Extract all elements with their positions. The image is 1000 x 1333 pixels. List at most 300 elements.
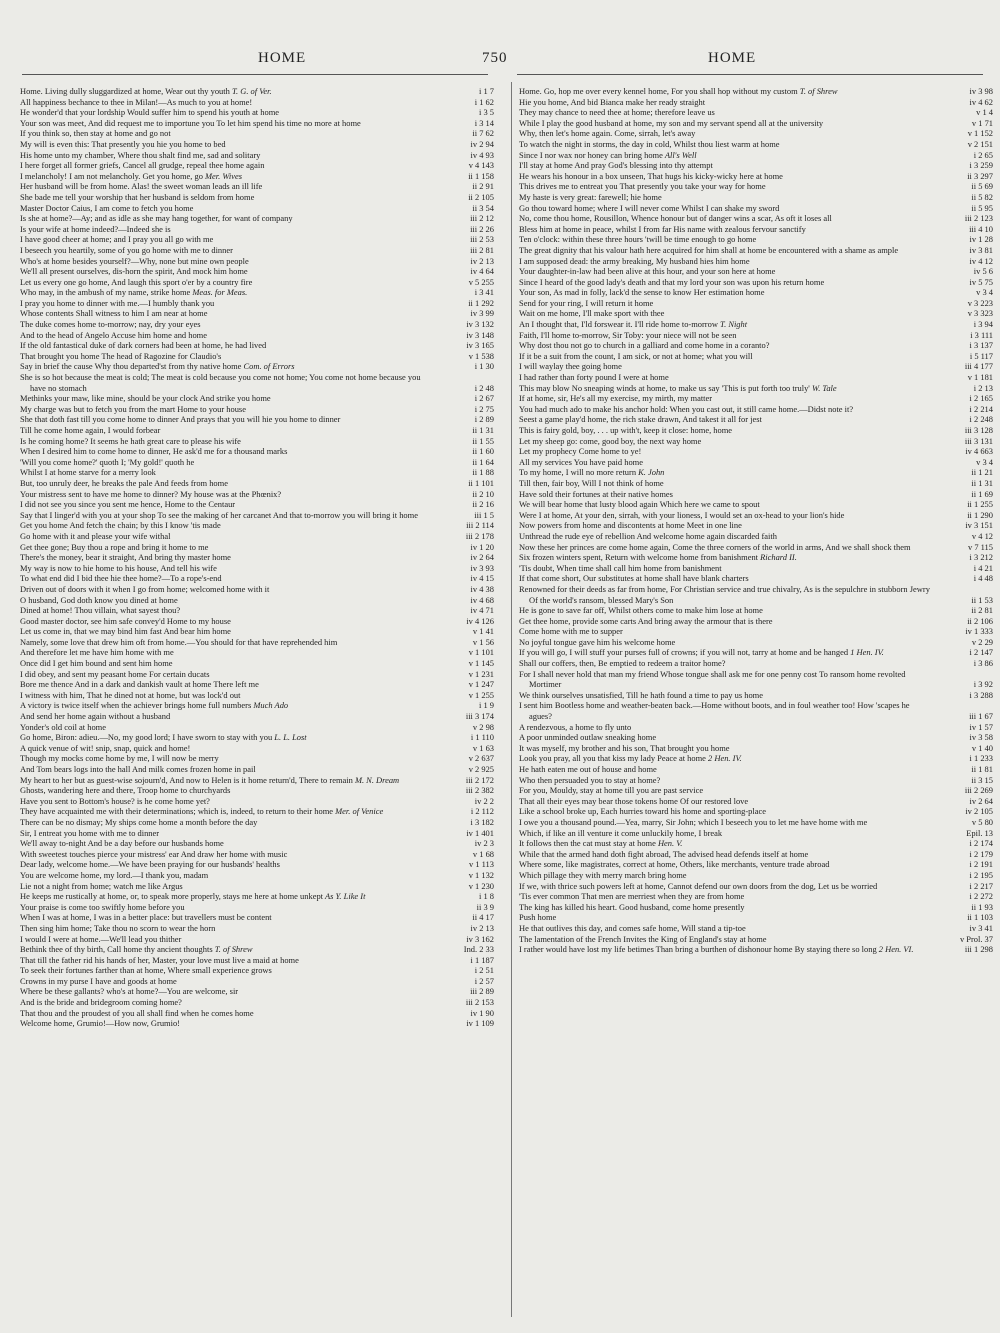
concordance-entry: [20, 827, 494, 839]
entry-reference: iii 4 10: [969, 223, 993, 234]
entry-play-title: W. Tale: [809, 382, 837, 393]
header-rule-right: [517, 74, 983, 75]
entry-quotation: Let us come in, that we may bind him fast And bear him home: [20, 626, 231, 637]
entry-reference: i 3 111: [970, 329, 993, 340]
concordance-entry: [20, 668, 494, 680]
entry-reference: i 1 110: [470, 732, 494, 743]
concordance-entry: [519, 721, 993, 733]
concordance-entry: [20, 742, 494, 754]
entry-reference: iv 3 165: [466, 340, 494, 351]
entry-quotation: A victory is twice itself when the achiever brings home full numbers: [20, 700, 252, 711]
entry-quotation: Bore me thence And in a dark and dankish vault at home There left me: [20, 679, 259, 690]
entry-quotation: Who then persuaded you to stay at home?: [519, 774, 661, 785]
concordance-entry: [519, 530, 993, 542]
concordance-entry: [20, 403, 494, 415]
entry-reference: Epil. 13: [966, 827, 993, 838]
entry-quotation: Go thou toward home; where I will never come Whilst I can shake my sword: [519, 202, 780, 213]
entry-reference: ii 1 81: [971, 764, 993, 774]
entry-reference: iv 3 148: [466, 329, 494, 340]
concordance-entry: [20, 244, 494, 256]
entry-reference: ii 1 255: [967, 499, 993, 510]
entry-play-title: Meas. for Meas.: [190, 287, 248, 298]
entry-quotation: I owe you a thousand pound.—Yea, marry, Sir John; which I beseech you to let me have home with me: [519, 816, 868, 827]
entry-reference: ii 1 60: [472, 446, 494, 457]
entry-reference: iv 4 64: [470, 266, 494, 277]
entry-quotation: Let my sheep go: come, good boy, the next way home: [519, 435, 702, 446]
entry-quotation: He wears his honour in a box unseen, That hugs his kicky-wicky here at home: [519, 170, 783, 181]
entry-play-title: Richard II.: [758, 552, 797, 563]
entry-quotation: Get thee gone; Buy thou a rope and bring it home to me: [20, 541, 209, 552]
entry-reference: i 2 165: [969, 393, 993, 404]
entry-reference: v 2 925: [468, 764, 494, 774]
entry-quotation: With sweetest touches pierce your mistress' ear And draw her home with music: [20, 848, 288, 859]
concordance-entry: [519, 403, 993, 415]
entry-reference: iii 2 172: [465, 774, 494, 785]
entry-reference: i 4 21: [973, 562, 993, 573]
entry-reference: v 2 637: [468, 753, 494, 764]
concordance-entry: [20, 986, 494, 997]
entry-quotation: I sent him Bootless home and weather-beaten back.—Home without boots, and in foul weather too! How 'scapes he agues?: [519, 700, 910, 722]
entry-quotation: Yonder's old coil at home: [20, 721, 106, 732]
concordance-entry: [519, 869, 993, 881]
entry-reference: i 3 94: [973, 319, 993, 330]
concordance-entry: [20, 128, 494, 139]
entry-reference: ii 1 64: [472, 456, 494, 467]
entry-quotation: If at home, sir, He's all my exercise, my mirth, my matter: [519, 393, 713, 404]
concordance-entry: [519, 393, 993, 404]
entry-quotation: Home. Go, hop me over every kennel home, For you shall hop without my custom: [519, 86, 798, 96]
entry-reference: iv 4 38: [470, 583, 494, 594]
concordance-entry: [519, 605, 993, 616]
entry-quotation: Sir, I entreat you home with me to dinner: [20, 827, 160, 838]
entry-quotation: It follows then the cat must stay at home: [519, 838, 656, 849]
entry-reference: i 1 233: [969, 753, 993, 764]
concordance-entry: [20, 1007, 494, 1019]
entry-reference: iii 4 177: [964, 361, 993, 372]
running-head-left: HOME: [258, 50, 307, 66]
entry-reference: i 3 5: [478, 107, 494, 118]
entry-quotation: I would I were at home.—We'll lead you thither: [20, 933, 182, 944]
entry-reference: ii 2 106: [967, 615, 993, 626]
entry-quotation: Push home: [519, 912, 557, 923]
concordance-entry: [519, 128, 993, 139]
concordance-entry: [20, 191, 494, 203]
entry-quotation: They may chance to need thee at home; therefore leave us: [519, 107, 715, 118]
entry-quotation: We will bear home that lusty blood again Which here we came to spout: [519, 499, 760, 510]
concordance-entry: [519, 86, 993, 97]
entry-play-title: L. L. Lost: [272, 732, 307, 743]
entry-quotation: Your praise is come too swiftly home before you: [20, 901, 185, 912]
entry-quotation: And is the bride and bridegroom coming home?: [20, 997, 182, 1008]
entry-quotation: You had much ado to make his anchor hold: When you cast out, it still came home.—Didst note it?: [519, 403, 854, 414]
entry-quotation: This may blow No sneaping winds at home, to make us say 'This is put forth too truly': [519, 382, 810, 393]
entry-quotation: Namely, some love that drew him oft from home.—You should for that have reprehended him: [20, 636, 338, 647]
entry-reference: ii 2 10: [472, 488, 494, 499]
entry-reference: i 1 62: [474, 96, 494, 107]
concordance-entry: [20, 954, 494, 966]
entry-play-title: Mer. Wives: [202, 170, 243, 181]
concordance-entry: [519, 160, 993, 171]
concordance-entry: [519, 859, 993, 870]
entry-reference: i 2 13: [973, 382, 993, 393]
entry-reference: i 2 174: [969, 838, 993, 849]
entry-quotation: Let us every one go home, And laugh this sport o'er by a country fire: [20, 276, 253, 287]
concordance-entry: [20, 467, 494, 478]
entry-reference: iv 1 57: [969, 721, 993, 732]
entry-reference: i 1 9: [478, 700, 494, 711]
entry-quotation: Ten o'clock: within these three hours 'twill be time enough to go home: [519, 234, 757, 245]
entry-quotation: He that outlives this day, and comes safe home, Will stand a tip-toe: [519, 922, 746, 933]
entry-quotation: We'll all present ourselves, dis-horn the spirit, And mock him home: [20, 266, 248, 277]
entry-reference: iv 3 151: [965, 520, 993, 531]
concordance-entry: [519, 944, 993, 955]
concordance-entry: [519, 647, 993, 658]
entry-reference: i 2 51: [474, 965, 494, 976]
entry-reference: iii 2 89: [470, 986, 494, 997]
entry-quotation: He wonder'd that your lordship Would suffer him to spend his youth at home: [20, 107, 280, 118]
concordance-entry: [519, 541, 993, 553]
entry-reference: v 1 101: [468, 647, 494, 658]
concordance-entry: [20, 266, 494, 277]
entry-quotation: You are welcome home, my lord.—I thank you, madam: [20, 869, 209, 880]
entry-reference: iv 4 12: [969, 255, 993, 266]
entry-quotation: Welcome home, Grumio!—How now, Grumio!: [20, 1018, 180, 1029]
entry-reference: v 3 4: [976, 456, 993, 467]
entry-quotation: Renowned for their deeds as far from home, For Christian service and true chivalry, As is the sepulchre in stubborn Jewry Of the world's ransom, blessed Mary's Son: [519, 583, 930, 605]
entry-reference: iii 1 67: [969, 711, 993, 722]
entry-quotation: For I shall never hold that man my friend Whose tongue shall ask me for one penny cost To ransom home revolted Mortimer: [519, 668, 906, 690]
entry-quotation: My heart to her but as guest-wise sojourn'd, And now to Helen is it home return'd, There to remain: [20, 774, 353, 785]
concordance-entry: [519, 234, 993, 245]
entry-reference: v 1 181: [967, 372, 993, 383]
concordance-entry: [519, 414, 993, 425]
entry-reference: iv 3 98: [969, 86, 993, 96]
concordance-entry: [20, 276, 494, 288]
concordance-entry: [20, 138, 494, 150]
entry-reference: iii 2 178: [465, 530, 494, 541]
entry-quotation: Where some, like magistrates, correct at home, Others, like merchants, venture trade abroad: [519, 859, 830, 870]
entry-reference: iii 3 131: [964, 435, 993, 446]
entry-reference: i 3 14: [474, 117, 494, 128]
entry-quotation: A poor unminded outlaw sneaking home: [519, 732, 657, 743]
entry-play-title: K. John: [636, 467, 665, 478]
entry-reference: iii 2 153: [465, 997, 494, 1008]
concordance-entry: [20, 223, 494, 235]
entry-reference: i 1 7: [478, 86, 494, 96]
entry-play-title: M. N. Dream: [352, 774, 400, 785]
entry-reference: iv 1 90: [470, 1007, 494, 1018]
entry-reference: v 2 151: [967, 138, 993, 149]
entry-quotation: Is he coming home? It seems he hath great care to please his wife: [20, 435, 241, 446]
entry-reference: i 2 89: [474, 414, 494, 425]
entry-play-title: Hen. V.: [655, 838, 683, 849]
concordance-entry: [20, 499, 494, 510]
entry-reference: v 1 231: [468, 668, 494, 679]
entry-reference: ii 1 55: [472, 435, 494, 446]
entry-reference: i 2 195: [969, 869, 993, 880]
entry-quotation: Seest a game play'd home, the rich stake drawn, And takest it all for jest: [519, 414, 762, 425]
concordance-entry: [519, 880, 993, 892]
entry-quotation: Good master doctor, see him safe convey'd Home to my house: [20, 615, 231, 626]
concordance-entry: [519, 107, 993, 118]
concordance-entry: [519, 255, 993, 267]
concordance-entry: [20, 456, 494, 468]
entry-reference: i 1 187: [470, 954, 494, 965]
entry-reference: i 3 259: [969, 160, 993, 171]
entry-quotation: I rather would have lost my life betimes Than bring a burthen of dishonour home By staying there so long: [519, 944, 877, 955]
concordance-entry: [519, 499, 993, 510]
entry-play-title: All's Well: [662, 149, 697, 160]
entry-quotation: This is fairy gold, boy, . . . up with't, keep it close: home, home: [519, 425, 733, 435]
entry-reference: iv 3 41: [969, 922, 993, 933]
entry-reference: v 1 152: [967, 128, 993, 139]
entry-quotation: Which, if like an ill venture it come unluckily home, I break: [519, 827, 723, 838]
entry-reference: i 2 57: [474, 975, 494, 986]
entry-reference: i 2 272: [969, 891, 993, 902]
concordance-entry: [519, 96, 993, 108]
entry-quotation: Her husband will be from home. Alas! the sweet woman leads an ill life: [20, 181, 263, 192]
entry-quotation: An I thought that, I'ld forswear it. I'll ride home to-morrow: [519, 319, 718, 330]
entry-quotation: Since I nor wax nor honey can bring home: [519, 149, 663, 160]
entry-quotation: My haste is very great: farewell; hie home: [519, 191, 662, 202]
entry-reference: iii 2 53: [470, 234, 494, 245]
entry-quotation: To what end did I bid thee hie thee home?—To a rope's-end: [20, 573, 222, 584]
concordance-entry: [20, 658, 494, 669]
entry-reference: i 2 214: [969, 403, 993, 414]
entry-quotation: Faith, I'll home to-morrow, Sir Toby: your niece will not be seen: [519, 329, 737, 340]
concordance-entry: [20, 488, 494, 500]
concordance-entry: [20, 520, 494, 531]
entry-reference: v 1 132: [468, 869, 494, 880]
entry-play-title: T. Night: [717, 319, 748, 330]
entry-reference: iv 4 68: [470, 594, 494, 605]
concordance-entry: [519, 117, 993, 129]
entry-reference: i 2 179: [969, 848, 993, 859]
concordance-entry: [20, 107, 494, 118]
concordance-entry: [519, 912, 993, 923]
entry-play-title: T. of Shrew: [797, 86, 838, 96]
entry-reference: iv 2 2: [474, 795, 494, 806]
entry-quotation: And therefore let me have him home with me: [20, 647, 174, 658]
entry-quotation: Who's at home besides yourself?—Why, none but mine own people: [20, 255, 249, 266]
entry-quotation: I here forget all former griefs, Cancel all grudge, repeal thee home again: [20, 160, 265, 171]
entry-quotation: His home unto my chamber, Where thou shalt find me, sad and solitary: [20, 149, 261, 160]
concordance-entry: [20, 605, 494, 616]
entry-quotation: Is she at home?—Ay; and as idle as she may hang together, for want of company: [20, 213, 293, 224]
entry-quotation: If you think so, then stay at home and go not: [20, 128, 171, 139]
concordance-entry: [519, 626, 993, 637]
entry-reference: ii 1 21: [971, 467, 993, 478]
concordance-entry: [20, 838, 494, 849]
entry-reference: v 2 98: [472, 721, 494, 732]
entry-reference: iv 1 401: [466, 827, 494, 838]
entry-reference: ii 1 93: [971, 901, 993, 912]
entry-quotation: No joyful tongue gave him his welcome home: [519, 636, 676, 647]
entry-quotation: While I play the good husband at home, my son and my servant spend all at the university: [519, 117, 824, 128]
concordance-entry: [20, 541, 494, 553]
concordance-entry: [20, 509, 494, 521]
concordance-entry: [20, 721, 494, 733]
entry-reference: iv 5 6: [973, 266, 993, 277]
concordance-entry: [519, 848, 993, 860]
concordance-entry: [20, 636, 494, 648]
entry-reference: iv 4 663: [965, 446, 993, 457]
concordance-entry: [20, 785, 494, 796]
entry-quotation: When I desired him to come home to dinner, He ask'd me for a thousand marks: [20, 446, 288, 457]
entry-reference: iv 3 162: [466, 933, 494, 944]
concordance-entry: [519, 562, 993, 574]
concordance-entry: [20, 901, 494, 913]
entry-quotation: Let my prophecy Come home to ye!: [519, 446, 642, 457]
entry-reference: ii 3 297: [967, 170, 993, 181]
concordance-entry: [519, 795, 993, 807]
entry-quotation: Were I at home, At your den, sirrah, with your lioness, I would set an ox-head to your lion's hide: [519, 509, 845, 520]
entry-reference: iv 5 75: [969, 276, 993, 287]
entry-reference: v 4 12: [971, 530, 993, 541]
entry-quotation: All my services You have paid home: [519, 456, 643, 467]
concordance-entry: [20, 689, 494, 701]
concordance-entry: [20, 552, 494, 563]
concordance-entry: [20, 255, 494, 267]
entry-quotation: I will waylay thee going home: [519, 361, 622, 372]
entry-quotation: That till the father rid his hands of her, Master, your love must live a maid at home: [20, 954, 299, 965]
concordance-entry: [20, 859, 494, 870]
entry-reference: i 2 147: [969, 647, 993, 658]
concordance-entry: [20, 329, 494, 341]
entry-quotation: 'Will you come home?' quoth I; 'My gold!' quoth he: [20, 456, 195, 467]
concordance-entry: [20, 425, 494, 436]
concordance-entry: [20, 583, 494, 595]
entry-quotation: If that come short, Our substitutes at home shall have blank charters: [519, 573, 749, 584]
entry-quotation: When I was at home, I was in a better place: but travellers must be content: [20, 912, 272, 923]
concordance-entry: [519, 615, 993, 627]
entry-quotation: Say that I linger'd with you at your shop To see the making of her carcanet And that to-morrow you will bring it home: [20, 509, 418, 520]
concordance-entry: [20, 361, 494, 372]
entry-reference: iv 3 99: [470, 308, 494, 319]
concordance-entry: [519, 816, 993, 828]
entry-quotation: She that doth fast till you come home to dinner And prays that you will hie you home to dinner: [20, 414, 341, 425]
concordance-entry: [519, 276, 993, 288]
entry-reference: iv 4 62: [969, 96, 993, 107]
entry-quotation: Where be these gallants? who's at home?—You are welcome, sir: [20, 986, 239, 997]
entry-reference: iii 2 382: [465, 785, 494, 796]
concordance-entry: [20, 530, 494, 542]
concordance-entry: [519, 891, 993, 902]
entry-reference: ii 3 9: [476, 901, 494, 912]
entry-reference: i 3 212: [969, 552, 993, 563]
entry-quotation: A rendezvous, a home to fly unto: [519, 721, 632, 732]
entry-quotation: She bade me tell your worship that her husband is seldom from home: [20, 191, 255, 202]
concordance-entry: [519, 838, 993, 849]
entry-reference: ii 2 16: [472, 499, 494, 510]
entry-quotation: All happiness bechance to thee in Milan!—As much to you at home!: [20, 96, 253, 107]
concordance-entry: [519, 700, 993, 722]
entry-quotation: I am supposed dead: the army breaking, My husband hies him home: [519, 255, 750, 266]
concordance-entry: [20, 774, 494, 786]
entry-reference: i 2 48: [474, 382, 494, 393]
concordance-entry: [20, 965, 494, 976]
concordance-entry: [519, 181, 993, 192]
concordance-entry: [519, 742, 993, 754]
entry-reference: v 1 41: [472, 626, 494, 637]
entry-reference: v 5 80: [971, 816, 993, 827]
entry-quotation: Since I heard of the good lady's death and that my lord your son was upon his return home: [519, 276, 825, 287]
entry-reference: ii 4 17: [472, 912, 494, 923]
entry-reference: v 1 113: [469, 859, 494, 870]
concordance-entry: [519, 138, 993, 150]
entry-quotation: That brought you home The head of Ragozine for Claudio's: [20, 350, 222, 361]
entry-reference: v 1 56: [472, 636, 494, 647]
concordance-entry: [20, 711, 494, 722]
entry-quotation: I had rather than forty pound I were at home: [519, 372, 669, 383]
entry-reference: iv 1 109: [466, 1018, 494, 1029]
left-column: [20, 86, 494, 1029]
concordance-entry: [519, 308, 993, 319]
entry-reference: iv 2 105: [965, 806, 993, 817]
concordance-entry: [20, 170, 494, 182]
concordance-entry: [20, 880, 494, 892]
concordance-entry: [20, 160, 494, 171]
concordance-entry: [20, 308, 494, 319]
concordance-entry: [519, 170, 993, 182]
right-column: [519, 86, 993, 955]
entry-reference: ii 1 290: [967, 509, 993, 520]
entry-quotation: Say in brief the cause Why thou departed'st from thy native home: [20, 361, 242, 372]
entry-quotation: Have sold their fortunes at their native homes: [519, 488, 673, 499]
concordance-entry: [20, 848, 494, 860]
entry-reference: i 2 65: [973, 149, 993, 160]
entry-quotation: Lie not a night from home; watch me like Argus: [20, 880, 183, 891]
entry-reference: ii 2 105: [468, 191, 494, 202]
entry-reference: ii 3 15: [971, 774, 993, 785]
concordance-entry: [519, 732, 993, 743]
entry-quotation: The lamentation of the French Invites the King of England's stay at home: [519, 933, 767, 944]
entry-quotation: Driven out of doors with it when I go from home; welcomed home with it: [20, 583, 270, 594]
entry-reference: v 1 40: [971, 742, 993, 753]
entry-quotation: There's the money, bear it straight, And bring thy master home: [20, 552, 231, 563]
entry-quotation: Look you pray, all you that kiss my lady Peace at home: [519, 753, 706, 764]
entry-reference: iv 4 71: [470, 605, 494, 616]
concordance-entry: [20, 816, 494, 828]
concordance-entry: [20, 869, 494, 881]
page-number: 750: [482, 50, 508, 66]
concordance-entry: [20, 340, 494, 351]
entry-quotation: And Tom bears logs into the hall And milk comes frozen home in pail: [20, 764, 256, 774]
concordance-entry: [20, 753, 494, 764]
concordance-entry: [20, 891, 494, 902]
concordance-entry: [20, 350, 494, 362]
entry-quotation: Till he come home again, I would forbear: [20, 425, 161, 435]
entry-reference: v 1 4: [976, 107, 993, 118]
concordance-entry: [20, 149, 494, 161]
entry-quotation: Crowns in my purse I have and goods at home: [20, 975, 177, 986]
entry-quotation: My way is now to hie home to his house, And tell his wife: [20, 562, 217, 573]
entry-reference: ii 1 158: [468, 170, 494, 181]
entry-quotation: For you, Mouldy, stay at home till you are past service: [519, 785, 704, 796]
concordance-entry: [519, 552, 993, 563]
entry-reference: iv 2 13: [470, 255, 494, 266]
entry-reference: i 3 86: [973, 658, 993, 669]
entry-quotation: If you will go, I will stuff your purses full of crowns; if you will not, tarry at home and be hanged: [519, 647, 849, 658]
entry-reference: i 3 288: [969, 689, 993, 700]
concordance-entry: [20, 912, 494, 923]
entry-quotation: 'Tis ever common That men are merriest when they are from home: [519, 891, 745, 902]
concordance-entry: [519, 573, 993, 584]
entry-reference: ii 1 53: [971, 594, 993, 605]
concordance-entry: [519, 689, 993, 701]
entry-quotation: My charge was but to fetch you from the mart Home to your house: [20, 403, 246, 414]
concordance-entry: [519, 764, 993, 775]
